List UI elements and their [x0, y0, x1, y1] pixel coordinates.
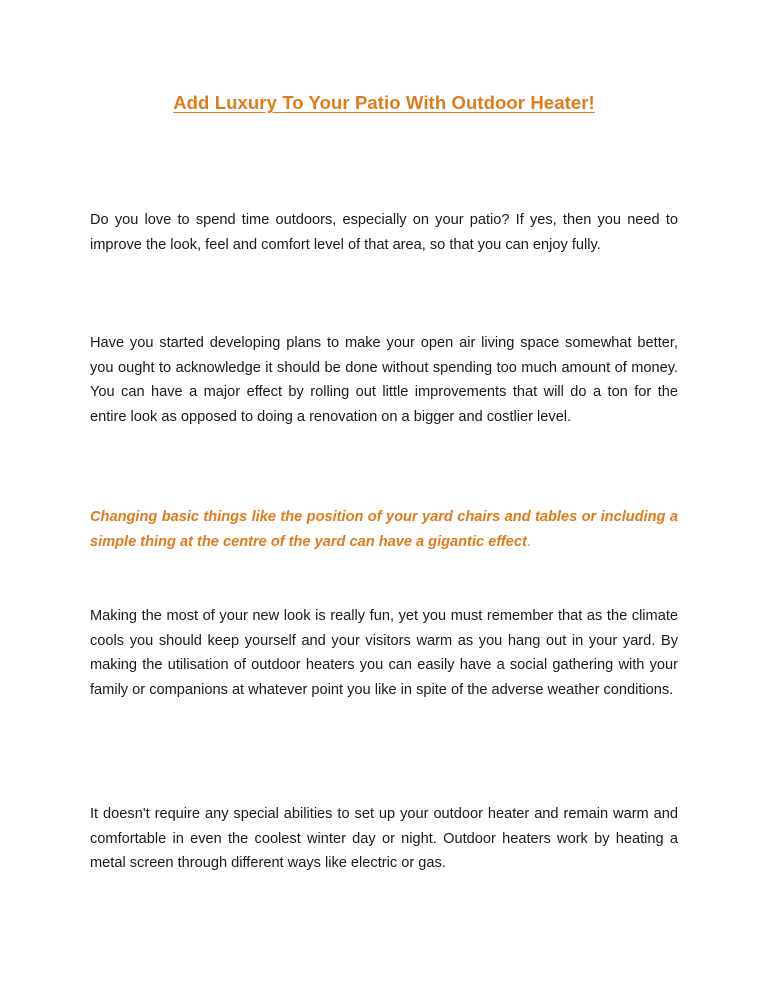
highlight-text: Changing basic things like the position of your yard chairs and tables or including a simple thing at the centre of the yard can have a gigantic effect	[90, 509, 678, 550]
paragraph-highlight	[90, 505, 678, 554]
document-title: Add Luxury To Your Patio With Outdoor Heater!	[173, 92, 595, 113]
paragraph-intro: Do you love to spend time outdoors, especially on your patio? If yes, then you need to improve the look, feel and comfort level of that area, so that you can enjoy fully.	[90, 212, 678, 253]
paragraph-new-look: Making the most of your new look is really fun, yet you must remember that as the climate cools you should keep yourself and your visitors warm as you hang out in your yard. By making the utilisation of outdoor heaters you can easily have a social gathering with your family or companions at whatever point you like in spite of the adverse weather conditions.	[90, 608, 678, 698]
highlight-period: .	[526, 533, 531, 550]
paragraph-plans: Have you started developing plans to make your open air living space somewhat better, you ought to acknowledge it should be done without spending too much amount of money. You can have a major effect by rolling out little improvements that will do a ton for the entire look as opposed to doing a renovation on a bigger and costlier level.	[90, 335, 678, 425]
paragraph-setup: It doesn't require any special abilities to set up your outdoor heater and remain warm and comfortable in even the coolest winter day or night. Outdoor heaters work by heating a metal screen through different ways like electric or gas.	[90, 806, 678, 871]
